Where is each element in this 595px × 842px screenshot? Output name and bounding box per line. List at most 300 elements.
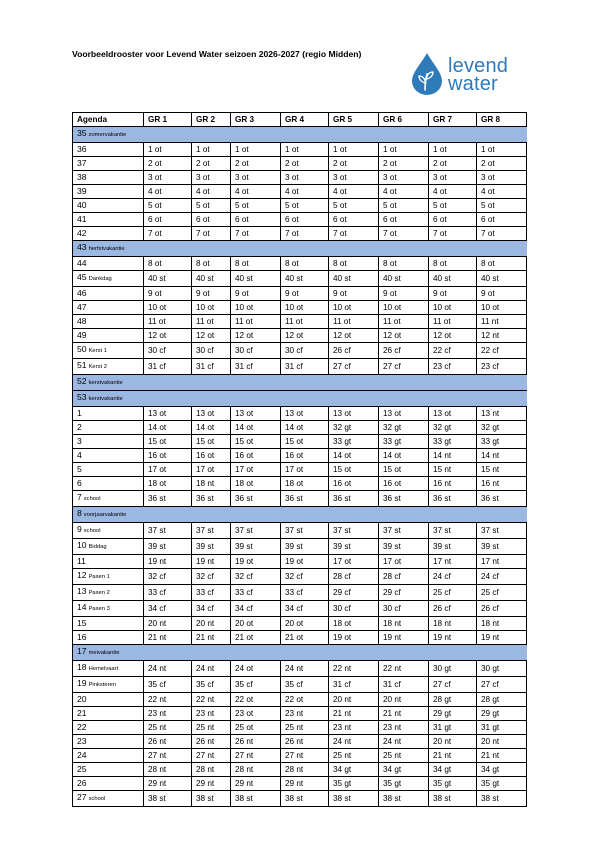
lesson-cell: 20 ot	[231, 617, 281, 631]
table-row	[73, 721, 527, 735]
week-cell	[73, 677, 144, 693]
lesson-cell: 2 ot	[477, 157, 527, 171]
empty-cell	[144, 127, 192, 143]
week-number: 48	[77, 316, 87, 326]
lesson-cell: 24 nt	[329, 735, 379, 749]
lesson-cell: 30 gt	[429, 661, 477, 677]
lesson-cell: 10 ot	[281, 301, 329, 315]
empty-cell	[231, 375, 281, 391]
week-cell	[73, 749, 144, 763]
week-number: 38	[77, 172, 87, 182]
lesson-cell: 14 nt	[477, 449, 527, 463]
week-note: school	[88, 796, 106, 802]
lesson-cell: 32 gt	[477, 421, 527, 435]
lesson-cell: 4 ot	[429, 185, 477, 199]
week-cell	[73, 407, 144, 421]
lesson-cell: 24 ot	[231, 661, 281, 677]
lesson-cell: 27 cf	[429, 677, 477, 693]
lesson-cell: 40 st	[231, 271, 281, 287]
lesson-cell: 1 ot	[329, 143, 379, 157]
lesson-cell: 39 st	[192, 539, 231, 555]
empty-cell	[192, 127, 231, 143]
empty-cell	[231, 645, 281, 661]
week-number: 47	[77, 302, 87, 312]
lesson-cell: 38 st	[192, 791, 231, 807]
week-number: 46	[77, 288, 87, 298]
lesson-cell: 28 gt	[477, 693, 527, 707]
lesson-cell: 26 nt	[192, 735, 231, 749]
lesson-cell: 21 nt	[477, 749, 527, 763]
table-row	[73, 421, 527, 435]
lesson-cell: 35 cf	[192, 677, 231, 693]
lesson-cell: 15 ot	[379, 463, 429, 477]
lesson-cell: 7 ot	[231, 227, 281, 241]
lesson-cell: 36 st	[429, 491, 477, 507]
lesson-cell: 23 nt	[379, 721, 429, 735]
lesson-cell: 22 nt	[329, 661, 379, 677]
week-number: 5	[77, 464, 82, 474]
lesson-cell: 5 ot	[379, 199, 429, 213]
lesson-cell: 2 ot	[231, 157, 281, 171]
week-number: 6	[77, 478, 82, 488]
week-number: 37	[77, 158, 87, 168]
week-number: 24	[77, 750, 87, 760]
week-cell	[73, 213, 144, 227]
lesson-cell: 40 st	[192, 271, 231, 287]
week-cell	[73, 763, 144, 777]
lesson-cell: 19 ot	[329, 631, 379, 645]
lesson-cell: 27 nt	[281, 749, 329, 763]
lesson-cell: 8 ot	[329, 257, 379, 271]
week-number: 2	[77, 422, 82, 432]
lesson-cell: 17 ot	[231, 463, 281, 477]
lesson-cell: 16 ot	[144, 449, 192, 463]
lesson-cell: 15 ot	[281, 435, 329, 449]
lesson-cell: 20 nt	[477, 735, 527, 749]
lesson-cell: 25 nt	[281, 721, 329, 735]
lesson-cell: 18 nt	[379, 617, 429, 631]
lesson-cell: 37 st	[192, 523, 231, 539]
lesson-cell: 3 ot	[281, 171, 329, 185]
lesson-cell: 20 ot	[281, 617, 329, 631]
empty-cell	[379, 241, 429, 257]
lesson-cell: 10 ot	[477, 301, 527, 315]
week-number: 15	[77, 618, 87, 628]
lesson-cell: 31 cf	[379, 677, 429, 693]
empty-cell	[477, 507, 527, 523]
levend-water-logo	[411, 50, 526, 100]
lesson-cell: 14 nt	[429, 449, 477, 463]
empty-cell	[144, 375, 192, 391]
lesson-cell: 27 cf	[329, 359, 379, 375]
lesson-cell: 22 ot	[231, 693, 281, 707]
week-note: Pasen 1	[88, 574, 110, 580]
lesson-cell: 17 ot	[281, 463, 329, 477]
lesson-cell: 11 nt	[477, 315, 527, 329]
week-number: 39	[77, 186, 87, 196]
lesson-cell: 17 nt	[429, 555, 477, 569]
lesson-cell: 23 cf	[429, 359, 477, 375]
lesson-cell: 16 nt	[477, 477, 527, 491]
week-cell	[73, 617, 144, 631]
lesson-cell: 24 nt	[192, 661, 231, 677]
week-cell	[73, 539, 144, 555]
lesson-cell: 33 cf	[281, 585, 329, 601]
lesson-cell: 40 st	[379, 271, 429, 287]
week-note: kerstvakantie	[88, 396, 123, 402]
vacation-row	[73, 391, 527, 407]
lesson-cell: 36 st	[192, 491, 231, 507]
lesson-cell: 23 nt	[329, 721, 379, 735]
week-number: 12	[77, 570, 87, 580]
table-row	[73, 539, 527, 555]
week-number: 27	[77, 792, 87, 802]
lesson-cell: 24 cf	[429, 569, 477, 585]
table-row	[73, 707, 527, 721]
lesson-cell: 34 gt	[329, 763, 379, 777]
week-number: 26	[77, 778, 87, 788]
empty-cell	[329, 391, 379, 407]
week-number: 9	[77, 524, 82, 534]
lesson-cell: 28 nt	[231, 763, 281, 777]
table-row	[73, 301, 527, 315]
column-header: GR 8	[477, 113, 527, 127]
lesson-cell: 17 ot	[329, 555, 379, 569]
table-row	[73, 491, 527, 507]
lesson-cell: 19 ot	[281, 555, 329, 569]
lesson-cell: 34 cf	[281, 601, 329, 617]
empty-cell	[281, 375, 329, 391]
vacation-row	[73, 127, 527, 143]
empty-cell	[429, 507, 477, 523]
table-row	[73, 287, 527, 301]
lesson-cell: 10 ot	[192, 301, 231, 315]
week-cell	[73, 435, 144, 449]
vacation-row	[73, 507, 527, 523]
lesson-cell: 25 nt	[192, 721, 231, 735]
lesson-cell: 14 ot	[192, 421, 231, 435]
vacation-row	[73, 645, 527, 661]
table-row	[73, 569, 527, 585]
lesson-cell: 21 nt	[379, 707, 429, 721]
lesson-cell: 7 ot	[379, 227, 429, 241]
lesson-cell: 12 ot	[429, 329, 477, 343]
lesson-cell: 8 ot	[281, 257, 329, 271]
lesson-cell: 4 ot	[281, 185, 329, 199]
lesson-cell: 36 st	[477, 491, 527, 507]
lesson-cell: 12 ot	[231, 329, 281, 343]
lesson-cell: 2 ot	[329, 157, 379, 171]
empty-cell	[192, 507, 231, 523]
lesson-cell: 36 st	[231, 491, 281, 507]
lesson-cell: 4 ot	[192, 185, 231, 199]
table-row	[73, 449, 527, 463]
lesson-cell: 30 cf	[379, 601, 429, 617]
week-number: 8	[77, 508, 82, 518]
lesson-cell: 1 ot	[281, 143, 329, 157]
lesson-cell: 19 nt	[192, 555, 231, 569]
lesson-cell: 28 cf	[329, 569, 379, 585]
lesson-cell: 39 st	[231, 539, 281, 555]
lesson-cell: 23 nt	[144, 707, 192, 721]
lesson-cell: 18 ot	[144, 477, 192, 491]
week-note: school	[83, 496, 101, 502]
lesson-cell: 1 ot	[379, 143, 429, 157]
week-cell	[73, 391, 144, 407]
week-cell	[73, 491, 144, 507]
empty-cell	[231, 507, 281, 523]
lesson-cell: 27 cf	[379, 359, 429, 375]
table-row	[73, 329, 527, 343]
week-number: 25	[77, 764, 87, 774]
empty-cell	[329, 507, 379, 523]
table-row	[73, 735, 527, 749]
lesson-cell: 11 ot	[144, 315, 192, 329]
lesson-cell: 15 nt	[429, 463, 477, 477]
lesson-cell: 4 ot	[329, 185, 379, 199]
table-row	[73, 271, 527, 287]
week-note: Dankdag	[88, 276, 112, 282]
lesson-cell: 5 ot	[329, 199, 379, 213]
lesson-cell: 22 nt	[144, 693, 192, 707]
week-cell	[73, 585, 144, 601]
lesson-cell: 1 ot	[231, 143, 281, 157]
lesson-cell: 10 ot	[379, 301, 429, 315]
week-number: 51	[77, 360, 87, 370]
week-cell	[73, 421, 144, 435]
lesson-cell: 17 ot	[192, 463, 231, 477]
lesson-cell: 23 ot	[231, 707, 281, 721]
empty-cell	[477, 391, 527, 407]
lesson-cell: 26 cf	[429, 601, 477, 617]
table-row	[73, 763, 527, 777]
lesson-cell: 29 nt	[281, 777, 329, 791]
lesson-cell: 38 st	[329, 791, 379, 807]
lesson-cell: 22 nt	[379, 661, 429, 677]
lesson-cell: 1 ot	[144, 143, 192, 157]
schedule-table	[72, 112, 527, 807]
week-note: Biddag	[88, 544, 107, 550]
lesson-cell: 26 nt	[144, 735, 192, 749]
lesson-cell: 33 cf	[144, 585, 192, 601]
lesson-cell: 13 ot	[144, 407, 192, 421]
empty-cell	[477, 241, 527, 257]
lesson-cell: 30 gt	[477, 661, 527, 677]
week-note: Pasen 3	[88, 606, 110, 612]
week-note: kerstvakantie	[88, 380, 123, 386]
lesson-cell: 31 gt	[429, 721, 477, 735]
week-number: 4	[77, 450, 82, 460]
lesson-cell: 3 ot	[379, 171, 429, 185]
week-cell	[73, 257, 144, 271]
lesson-cell: 22 ot	[281, 693, 329, 707]
table-row	[73, 777, 527, 791]
lesson-cell: 2 ot	[429, 157, 477, 171]
table-row	[73, 359, 527, 375]
table-row	[73, 661, 527, 677]
week-cell	[73, 241, 144, 257]
lesson-cell: 28 cf	[379, 569, 429, 585]
column-header: GR 7	[429, 113, 477, 127]
week-note: school	[83, 528, 101, 534]
lesson-cell: 11 ot	[281, 315, 329, 329]
lesson-cell: 11 ot	[429, 315, 477, 329]
lesson-cell: 11 ot	[192, 315, 231, 329]
table-row	[73, 343, 527, 359]
lesson-cell: 7 ot	[477, 227, 527, 241]
lesson-cell: 19 nt	[477, 631, 527, 645]
lesson-cell: 36 st	[329, 491, 379, 507]
table-row	[73, 749, 527, 763]
lesson-cell: 13 ot	[281, 407, 329, 421]
week-note: meivakantie	[88, 650, 120, 656]
lesson-cell: 10 ot	[144, 301, 192, 315]
lesson-cell: 30 cf	[192, 343, 231, 359]
table-row	[73, 631, 527, 645]
week-note: zomervakantie	[88, 132, 127, 138]
week-cell	[73, 271, 144, 287]
lesson-cell: 27 cf	[477, 677, 527, 693]
water-drop-icon	[411, 52, 443, 96]
week-note: Pinksteren	[88, 682, 116, 688]
lesson-cell: 37 st	[231, 523, 281, 539]
lesson-cell: 29 nt	[231, 777, 281, 791]
lesson-cell: 12 nt	[477, 329, 527, 343]
lesson-cell: 37 st	[281, 523, 329, 539]
lesson-cell: 31 cf	[192, 359, 231, 375]
empty-cell	[144, 507, 192, 523]
empty-cell	[231, 127, 281, 143]
logo-word-water: water	[448, 73, 498, 95]
week-number: 18	[77, 662, 87, 672]
table-row	[73, 693, 527, 707]
lesson-cell: 35 gt	[429, 777, 477, 791]
page-title: Voorbeeldrooster voor Levend Water seizoen 2026-2027 (regio Midden)	[72, 49, 362, 59]
lesson-cell: 15 nt	[477, 463, 527, 477]
lesson-cell: 12 ot	[329, 329, 379, 343]
table-body	[73, 127, 527, 807]
lesson-cell: 8 ot	[429, 257, 477, 271]
table-row	[73, 171, 527, 185]
week-note: Pasen 2	[88, 590, 110, 596]
table-row	[73, 463, 527, 477]
lesson-cell: 24 nt	[379, 735, 429, 749]
week-cell	[73, 555, 144, 569]
lesson-cell: 37 st	[379, 523, 429, 539]
empty-cell	[429, 241, 477, 257]
lesson-cell: 38 st	[231, 791, 281, 807]
lesson-cell: 35 gt	[379, 777, 429, 791]
lesson-cell: 36 st	[379, 491, 429, 507]
lesson-cell: 14 ot	[144, 421, 192, 435]
lesson-cell: 25 nt	[144, 721, 192, 735]
lesson-cell: 28 gt	[429, 693, 477, 707]
empty-cell	[379, 391, 429, 407]
lesson-cell: 34 cf	[192, 601, 231, 617]
week-number: 35	[77, 128, 87, 138]
empty-cell	[281, 507, 329, 523]
lesson-cell: 16 ot	[231, 449, 281, 463]
lesson-cell: 5 ot	[231, 199, 281, 213]
lesson-cell: 2 ot	[144, 157, 192, 171]
lesson-cell: 25 nt	[329, 749, 379, 763]
lesson-cell: 8 ot	[192, 257, 231, 271]
lesson-cell: 1 ot	[429, 143, 477, 157]
empty-cell	[281, 241, 329, 257]
lesson-cell: 2 ot	[281, 157, 329, 171]
week-number: 53	[77, 392, 87, 402]
lesson-cell: 18 ot	[281, 477, 329, 491]
empty-cell	[144, 241, 192, 257]
lesson-cell: 40 st	[329, 271, 379, 287]
lesson-cell: 11 ot	[329, 315, 379, 329]
lesson-cell: 32 cf	[281, 569, 329, 585]
table-row	[73, 435, 527, 449]
lesson-cell: 13 ot	[379, 407, 429, 421]
lesson-cell: 25 nt	[379, 749, 429, 763]
lesson-cell: 38 st	[379, 791, 429, 807]
week-number: 52	[77, 376, 87, 386]
lesson-cell: 30 cf	[281, 343, 329, 359]
lesson-cell: 9 ot	[231, 287, 281, 301]
lesson-cell: 12 ot	[144, 329, 192, 343]
week-cell	[73, 735, 144, 749]
week-cell	[73, 143, 144, 157]
lesson-cell: 26 cf	[379, 343, 429, 359]
lesson-cell: 31 cf	[231, 359, 281, 375]
week-number: 44	[77, 258, 87, 268]
table-row	[73, 601, 527, 617]
lesson-cell: 26 cf	[477, 601, 527, 617]
lesson-cell: 4 ot	[379, 185, 429, 199]
lesson-cell: 15 ot	[231, 435, 281, 449]
lesson-cell: 14 ot	[281, 421, 329, 435]
lesson-cell: 38 st	[281, 791, 329, 807]
lesson-cell: 9 ot	[477, 287, 527, 301]
lesson-cell: 24 cf	[477, 569, 527, 585]
lesson-cell: 14 ot	[379, 449, 429, 463]
lesson-cell: 6 ot	[231, 213, 281, 227]
week-cell	[73, 301, 144, 315]
table-row	[73, 185, 527, 199]
lesson-cell: 7 ot	[281, 227, 329, 241]
week-number: 45	[77, 272, 87, 282]
week-number: 20	[77, 694, 87, 704]
lesson-cell: 9 ot	[192, 287, 231, 301]
lesson-cell: 9 ot	[429, 287, 477, 301]
empty-cell	[144, 645, 192, 661]
week-cell	[73, 359, 144, 375]
empty-cell	[429, 645, 477, 661]
empty-cell	[477, 645, 527, 661]
week-cell	[73, 507, 144, 523]
empty-cell	[231, 391, 281, 407]
week-cell	[73, 791, 144, 807]
week-note: Kerst 2	[88, 364, 107, 370]
lesson-cell: 7 ot	[429, 227, 477, 241]
week-note: voorjaarvakantie	[83, 512, 127, 518]
lesson-cell: 39 st	[429, 539, 477, 555]
lesson-cell: 29 cf	[379, 585, 429, 601]
lesson-cell: 20 nt	[429, 735, 477, 749]
lesson-cell: 10 ot	[329, 301, 379, 315]
lesson-cell: 6 ot	[477, 213, 527, 227]
lesson-cell: 23 cf	[477, 359, 527, 375]
lesson-cell: 21 ot	[231, 631, 281, 645]
lesson-cell: 11 ot	[379, 315, 429, 329]
lesson-cell: 32 cf	[144, 569, 192, 585]
column-header: GR 4	[281, 113, 329, 127]
